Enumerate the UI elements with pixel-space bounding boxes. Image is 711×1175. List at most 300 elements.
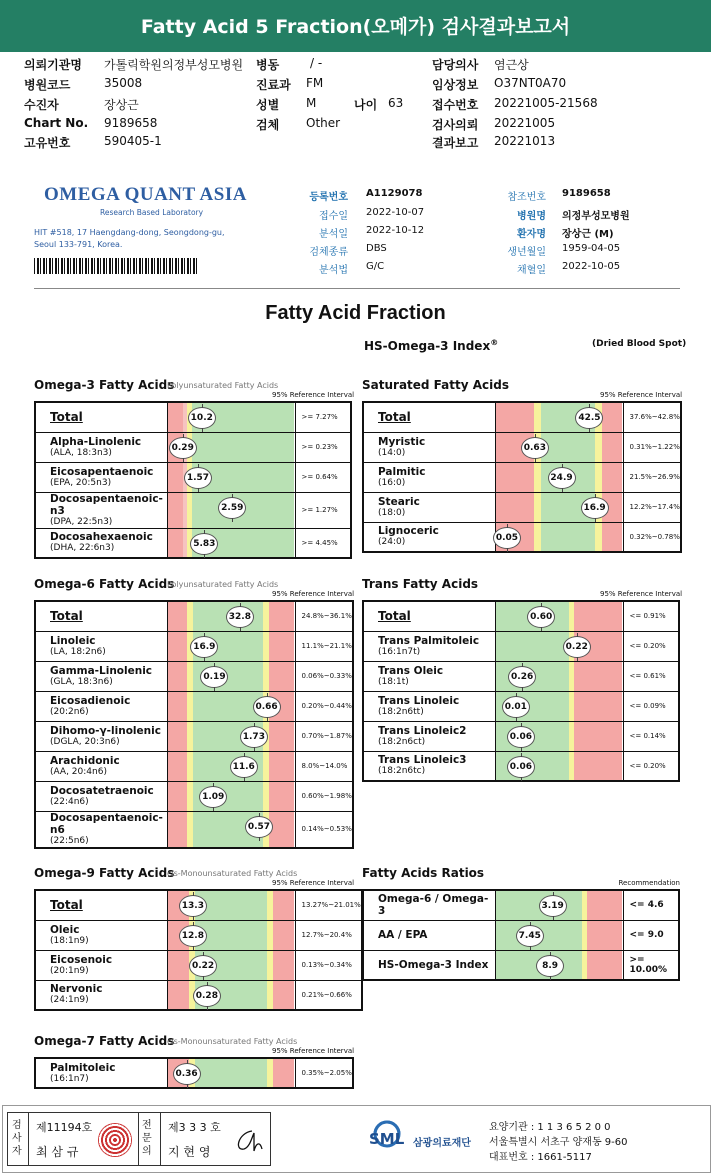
value-text: 8.9 bbox=[542, 960, 559, 971]
value-text: 16.9 bbox=[193, 641, 216, 652]
range-band-red bbox=[273, 891, 295, 920]
lab-address: Seoul 133-791, Korea. bbox=[34, 240, 123, 249]
analyte-abbr: (EPA, 20:5n3) bbox=[50, 477, 112, 488]
role-label: 전문의 bbox=[142, 1120, 152, 1157]
reference-interval-label: 95% Reference Interval bbox=[600, 391, 683, 399]
value-text: 12.8 bbox=[181, 930, 204, 941]
label: 수진자 bbox=[24, 98, 59, 112]
range-band-green bbox=[195, 1059, 266, 1087]
marker-tick bbox=[232, 494, 233, 498]
analyte-name: Docosapentaenoic-n3 bbox=[50, 492, 163, 517]
handwritten-signature bbox=[230, 1127, 264, 1155]
value: 35008 bbox=[104, 76, 143, 90]
value-text: 0.05 bbox=[495, 532, 519, 543]
section-subtitle: Polyunsaturated Fatty Acids bbox=[167, 381, 279, 390]
marker-tick bbox=[240, 603, 241, 607]
range-bar bbox=[167, 631, 295, 661]
value-text: 1.73 bbox=[242, 731, 265, 742]
value-text: 0.60 bbox=[530, 612, 553, 622]
result-row bbox=[363, 661, 679, 691]
marker-tick bbox=[259, 813, 260, 817]
result-row bbox=[35, 721, 353, 751]
analyte-abbr: (16:0) bbox=[378, 477, 406, 488]
reference-range: >= 10.00% bbox=[623, 950, 679, 980]
range-bar bbox=[495, 631, 623, 661]
index-title bbox=[364, 338, 498, 353]
marker-tick bbox=[204, 657, 205, 661]
range-band-red bbox=[168, 493, 183, 528]
value-marker bbox=[193, 985, 221, 1007]
range-bar bbox=[495, 522, 623, 552]
marker-tick bbox=[267, 717, 268, 721]
analyte-cell bbox=[35, 691, 167, 721]
results-table bbox=[34, 889, 363, 1011]
value: 20221005-21568 bbox=[494, 96, 598, 110]
result-row bbox=[35, 432, 351, 462]
label: 채혈일 bbox=[517, 265, 546, 276]
section-title: Saturated Fatty Acids bbox=[362, 378, 509, 392]
result-row bbox=[35, 661, 353, 691]
reference-range: 37.6%~42.8% bbox=[623, 402, 681, 432]
value: 590405-1 bbox=[104, 134, 162, 148]
marker-tick bbox=[535, 434, 536, 438]
label: 진료과 bbox=[256, 78, 291, 92]
section-subtitle: Polyunsaturated Fatty Acids bbox=[167, 580, 279, 589]
analyte-cell bbox=[35, 432, 167, 462]
range-band-red bbox=[269, 662, 294, 691]
results-table bbox=[34, 1057, 354, 1089]
reference-range: 0.32%~0.78% bbox=[623, 522, 681, 552]
analyte-name: Docosahexaenoic bbox=[50, 531, 153, 544]
reference-range: 11.1%~21.1% bbox=[295, 631, 353, 661]
reference-range: >= 0.64% bbox=[295, 462, 351, 492]
analyte-cell bbox=[363, 751, 495, 781]
label: Chart No. bbox=[24, 116, 89, 130]
value: 염근상 bbox=[494, 58, 529, 72]
value: 가톨릭학원의정부성모병원 bbox=[104, 58, 244, 72]
results-table bbox=[34, 600, 354, 849]
value-marker bbox=[563, 636, 591, 658]
value-marker bbox=[200, 666, 228, 688]
analyte-cell bbox=[35, 492, 167, 528]
analyte-cell bbox=[35, 1058, 167, 1088]
reference-range: 13.27%~21.01% bbox=[295, 890, 362, 920]
dbs-label: (Dried Blood Spot) bbox=[592, 339, 687, 349]
marker-tick bbox=[507, 548, 508, 552]
value: 9189658 bbox=[562, 188, 611, 199]
result-row bbox=[363, 751, 679, 781]
label: 검체종류 bbox=[309, 247, 348, 258]
analyte-cell bbox=[363, 492, 495, 522]
marker-tick bbox=[521, 723, 522, 727]
value-marker bbox=[521, 437, 549, 459]
value-marker bbox=[190, 533, 218, 555]
range-band-red bbox=[168, 529, 183, 558]
label: 분석일 bbox=[319, 229, 348, 240]
range-band-red bbox=[269, 722, 294, 751]
value: O37NT0A70 bbox=[494, 76, 567, 90]
analyte-abbr: (20:1n9) bbox=[50, 965, 89, 976]
signature-box bbox=[7, 1112, 271, 1166]
range-band-yellow bbox=[595, 433, 603, 462]
reference-range: <= 9.0 bbox=[623, 920, 679, 950]
report-title: Fatty Acid Fraction bbox=[265, 302, 446, 324]
value-marker bbox=[502, 696, 530, 718]
label: 병동 bbox=[256, 58, 280, 72]
analyte-abbr: (DPA, 22:5n3) bbox=[50, 516, 113, 527]
range-band-red bbox=[168, 463, 183, 492]
result-row bbox=[363, 462, 681, 492]
marker-tick bbox=[562, 488, 563, 492]
value: 장상근 (M) bbox=[562, 229, 614, 240]
range-bar bbox=[167, 691, 295, 721]
analyte-name: Oleic bbox=[50, 923, 80, 936]
analyte-abbr: (DHA, 22:6n3) bbox=[50, 543, 115, 554]
analyte-cell bbox=[363, 522, 495, 552]
range-bar bbox=[167, 811, 295, 848]
label: 검체 bbox=[256, 118, 280, 132]
marker-tick bbox=[541, 603, 542, 607]
range-band-yellow bbox=[534, 463, 542, 492]
range-bar bbox=[167, 920, 295, 950]
range-band-red bbox=[269, 782, 294, 811]
reference-range: 0.21%~0.66% bbox=[295, 980, 362, 1010]
value-marker bbox=[253, 696, 281, 718]
analyte-name: Total bbox=[50, 410, 83, 425]
range-bar bbox=[167, 781, 295, 811]
analyte-abbr: (18:1t) bbox=[378, 676, 409, 687]
range-band-red bbox=[587, 951, 623, 980]
analyte-abbr: (24:1n9) bbox=[50, 995, 89, 1006]
range-band-red bbox=[269, 812, 294, 847]
label: 고유번호 bbox=[24, 136, 71, 150]
label: 등록번호 bbox=[309, 192, 348, 203]
result-row bbox=[35, 950, 362, 980]
reference-range: 24.8%~36.1% bbox=[295, 601, 353, 631]
value-text: 32.8 bbox=[228, 612, 251, 622]
range-band-red bbox=[574, 722, 622, 751]
value: G/C bbox=[366, 261, 385, 272]
value-marker bbox=[507, 756, 535, 778]
range-bar bbox=[167, 890, 295, 920]
range-band-red bbox=[168, 403, 183, 432]
range-band-red bbox=[273, 951, 295, 980]
analyte-cell bbox=[363, 691, 495, 721]
marker-tick bbox=[522, 687, 523, 691]
analyte-name: Total bbox=[50, 609, 83, 624]
value-marker bbox=[179, 895, 207, 917]
value: 2022-10-12 bbox=[366, 225, 425, 236]
license-number: 제3 3 3 호 bbox=[168, 1121, 221, 1134]
range-band-green bbox=[541, 433, 594, 462]
value-marker bbox=[190, 636, 218, 658]
marker-tick bbox=[521, 753, 522, 757]
analyte-name: Alpha-Linolenic bbox=[50, 435, 142, 448]
results-table bbox=[362, 600, 680, 782]
marker-tick bbox=[244, 777, 245, 781]
marker-tick bbox=[187, 1084, 188, 1088]
marker-tick bbox=[550, 976, 551, 980]
lab-address: HIT #518, 17 Haengdang-dong, Seongdong-gu, bbox=[34, 228, 225, 237]
analyte-name: Trans Linoleic2 bbox=[378, 724, 467, 737]
marker-tick bbox=[204, 633, 205, 637]
section-subtitle: cis-Monounsaturated Fatty Acids bbox=[167, 869, 298, 878]
analyte-name: Gamma-Linolenic bbox=[50, 664, 153, 677]
analyte-cell bbox=[363, 631, 495, 661]
marker-tick bbox=[193, 946, 194, 950]
marker-tick bbox=[516, 717, 517, 721]
label: 환자명 bbox=[517, 229, 546, 240]
reference-range: 0.06%~0.33% bbox=[295, 661, 353, 691]
license-number: 제11194호 bbox=[36, 1121, 93, 1134]
marker-tick bbox=[595, 494, 596, 498]
analyte-abbr: (16:1n7t) bbox=[378, 646, 421, 657]
label: 임상정보 bbox=[432, 78, 479, 92]
analyte-cell bbox=[35, 781, 167, 811]
marker-tick bbox=[577, 657, 578, 661]
marker-tick bbox=[183, 458, 184, 462]
analyte-abbr: (22:5n6) bbox=[50, 835, 89, 846]
label: 결과보고 bbox=[432, 136, 479, 150]
range-band-yellow bbox=[595, 463, 603, 492]
range-band-red bbox=[496, 463, 534, 492]
label: 나이 bbox=[354, 98, 378, 112]
marker-tick bbox=[595, 518, 596, 522]
range-band-yellow bbox=[595, 523, 603, 552]
value: 1959-04-05 bbox=[562, 243, 621, 254]
analyte-name: Trans Linoleic3 bbox=[378, 754, 467, 767]
range-band-red bbox=[168, 812, 187, 847]
value: 20221005 bbox=[494, 116, 556, 130]
value-text: 7.45 bbox=[518, 930, 541, 941]
result-row bbox=[363, 601, 679, 631]
reference-interval-label: 95% Reference Interval bbox=[272, 1047, 355, 1055]
label: 분석법 bbox=[319, 265, 348, 276]
range-bar bbox=[495, 950, 623, 980]
lab-logo: OMEGA QUANT ASIA bbox=[44, 184, 247, 205]
marker-tick bbox=[507, 524, 508, 528]
org-name: 삼광의료재단 bbox=[413, 1138, 471, 1149]
divider bbox=[28, 1113, 29, 1165]
result-row bbox=[363, 631, 679, 661]
analyte-cell bbox=[35, 920, 167, 950]
analyte-name: Docosatetraenoic bbox=[50, 784, 154, 797]
analyte-cell bbox=[363, 721, 495, 751]
range-band-red bbox=[168, 951, 190, 980]
range-band-red bbox=[273, 981, 295, 1010]
analyte-abbr: (ALA, 18:3n3) bbox=[50, 447, 112, 458]
value-marker bbox=[184, 467, 212, 489]
value-marker bbox=[240, 726, 268, 748]
analyte-abbr: (GLA, 18:3n6) bbox=[50, 676, 113, 687]
value-text: 0.22 bbox=[565, 641, 588, 652]
reference-range: 0.31%~1.22% bbox=[623, 432, 681, 462]
range-band-red bbox=[602, 463, 622, 492]
analyte-cell bbox=[363, 920, 495, 950]
value-text: 0.29 bbox=[171, 442, 194, 453]
analyte-name: AA / EPA bbox=[378, 929, 428, 941]
marker-tick bbox=[204, 530, 205, 534]
analyte-cell bbox=[35, 631, 167, 661]
results-table bbox=[34, 401, 352, 559]
reference-range: <= 0.20% bbox=[623, 751, 679, 781]
reference-range: <= 0.09% bbox=[623, 691, 679, 721]
range-band-red bbox=[587, 921, 623, 950]
result-row bbox=[35, 528, 351, 558]
value-marker bbox=[226, 606, 254, 628]
divider bbox=[138, 1113, 139, 1165]
result-row bbox=[363, 402, 681, 432]
value-marker bbox=[179, 925, 207, 947]
reference-range: >= 1.27% bbox=[295, 492, 351, 528]
analyte-name: Docosapentaenoic-n6 bbox=[50, 811, 163, 836]
range-band-green bbox=[541, 523, 594, 552]
marker-tick bbox=[203, 952, 204, 956]
value-marker bbox=[539, 895, 567, 917]
result-row bbox=[35, 601, 353, 631]
value-text: 0.19 bbox=[203, 671, 226, 682]
reference-range: <= 0.61% bbox=[623, 661, 679, 691]
analyte-abbr: (14:0) bbox=[378, 447, 406, 458]
range-bar bbox=[495, 721, 623, 751]
range-band-red bbox=[602, 433, 622, 462]
signer-name: 지 현 영 bbox=[168, 1145, 211, 1159]
value-text: 0.36 bbox=[175, 1069, 198, 1079]
range-bar bbox=[495, 920, 623, 950]
analyte-cell bbox=[363, 432, 495, 462]
result-row bbox=[35, 751, 353, 781]
marker-tick bbox=[187, 1060, 188, 1064]
label: 검사의뢰 bbox=[432, 118, 479, 132]
analyte-name: Omega-6 / Omega-3 bbox=[378, 893, 489, 918]
divider bbox=[160, 1113, 161, 1165]
marker-tick bbox=[183, 434, 184, 438]
section-title: Omega-6 Fatty Acids bbox=[34, 577, 175, 591]
analyte-abbr: (DGLA, 20:3n6) bbox=[50, 736, 120, 747]
reference-range: 0.20%~0.44% bbox=[295, 691, 353, 721]
marker-tick bbox=[521, 747, 522, 751]
range-band-red bbox=[496, 403, 534, 432]
analyte-cell bbox=[363, 601, 495, 631]
analyte-cell bbox=[35, 402, 167, 432]
range-band-red bbox=[587, 891, 623, 920]
marker-tick bbox=[516, 693, 517, 697]
analyte-name: Linoleic bbox=[50, 634, 96, 647]
section-subtitle: cis-Monounsaturated Fatty Acids bbox=[167, 1037, 298, 1046]
reference-range: 21.5%~26.9% bbox=[623, 462, 681, 492]
value-text: 11.6 bbox=[232, 761, 255, 772]
section-title: Omega-3 Fatty Acids bbox=[34, 378, 175, 392]
result-row bbox=[363, 492, 681, 522]
analyte-cell bbox=[363, 462, 495, 492]
section-title: Omega-7 Fatty Acids bbox=[34, 1034, 175, 1048]
marker-tick bbox=[577, 633, 578, 637]
value-text: 0.66 bbox=[255, 701, 278, 712]
value: Other bbox=[306, 116, 341, 130]
analyte-cell bbox=[35, 601, 167, 631]
result-row bbox=[35, 402, 351, 432]
range-band-red bbox=[168, 752, 187, 781]
value-text: 2.59 bbox=[221, 502, 244, 513]
range-bar bbox=[167, 528, 295, 558]
range-band-green bbox=[192, 433, 295, 462]
range-band-red bbox=[168, 692, 187, 721]
analyte-name: Stearic bbox=[378, 495, 420, 508]
value-text: 0.01 bbox=[504, 701, 527, 712]
official-seal bbox=[98, 1123, 132, 1157]
result-row bbox=[35, 1058, 353, 1088]
marker-tick bbox=[522, 663, 523, 667]
value-text: 24.9 bbox=[550, 472, 573, 483]
results-table bbox=[362, 401, 682, 553]
reference-interval-label: 95% Reference Interval bbox=[272, 590, 355, 598]
barcode bbox=[34, 258, 199, 274]
analyte-cell bbox=[35, 661, 167, 691]
label: 접수일 bbox=[319, 211, 348, 222]
value-text: 0.63 bbox=[523, 442, 546, 453]
result-row bbox=[35, 631, 353, 661]
marker-tick bbox=[589, 404, 590, 408]
label: 성별 bbox=[256, 98, 280, 112]
marker-tick bbox=[530, 946, 531, 950]
value-text: 0.26 bbox=[511, 671, 534, 682]
value: 의정부성모병원 bbox=[562, 211, 630, 222]
range-bar bbox=[167, 432, 295, 462]
marker-tick bbox=[193, 892, 194, 896]
value-marker bbox=[188, 407, 216, 429]
reference-range: 12.7%~20.4% bbox=[295, 920, 362, 950]
value: DBS bbox=[366, 243, 387, 254]
range-band-red bbox=[168, 632, 187, 661]
reference-range: >= 0.23% bbox=[295, 432, 351, 462]
reference-interval-label: 95% Reference Interval bbox=[272, 391, 355, 399]
range-band-red bbox=[168, 981, 190, 1010]
analyte-name: Trans Palmitoleic bbox=[378, 634, 480, 647]
range-band-red bbox=[269, 632, 294, 661]
analyte-name: Eicosapentaenoic bbox=[50, 465, 154, 478]
reference-range: <= 0.20% bbox=[623, 631, 679, 661]
analyte-cell bbox=[35, 751, 167, 781]
value-text: 10.2 bbox=[190, 413, 213, 423]
range-band-red bbox=[602, 403, 622, 432]
analyte-cell bbox=[35, 462, 167, 492]
result-row bbox=[35, 781, 353, 811]
range-bar bbox=[495, 751, 623, 781]
org-line: 요양기관 : 1 1 3 6 5 2 0 0 bbox=[489, 1122, 611, 1133]
range-band-red bbox=[273, 921, 295, 950]
value-text: 1.57 bbox=[186, 472, 210, 483]
range-band-red bbox=[574, 692, 622, 721]
range-band-red bbox=[496, 493, 534, 522]
value: M bbox=[306, 96, 317, 110]
analyte-abbr: (24:0) bbox=[378, 537, 406, 548]
value-marker bbox=[230, 756, 258, 778]
reference-range: 12.2%~17.4% bbox=[623, 492, 681, 522]
analyte-cell bbox=[363, 950, 495, 980]
value-marker bbox=[169, 437, 197, 459]
value-text: 5.83 bbox=[193, 538, 216, 549]
marker-tick bbox=[244, 753, 245, 757]
value-marker bbox=[218, 497, 246, 519]
range-band-yellow bbox=[534, 523, 542, 552]
range-bar bbox=[167, 601, 295, 631]
marker-tick bbox=[562, 464, 563, 468]
analyte-name: Palmitoleic bbox=[50, 1061, 116, 1074]
marker-tick bbox=[553, 892, 554, 896]
marker-tick bbox=[193, 922, 194, 926]
range-bar bbox=[495, 462, 623, 492]
range-band-red bbox=[602, 523, 622, 552]
